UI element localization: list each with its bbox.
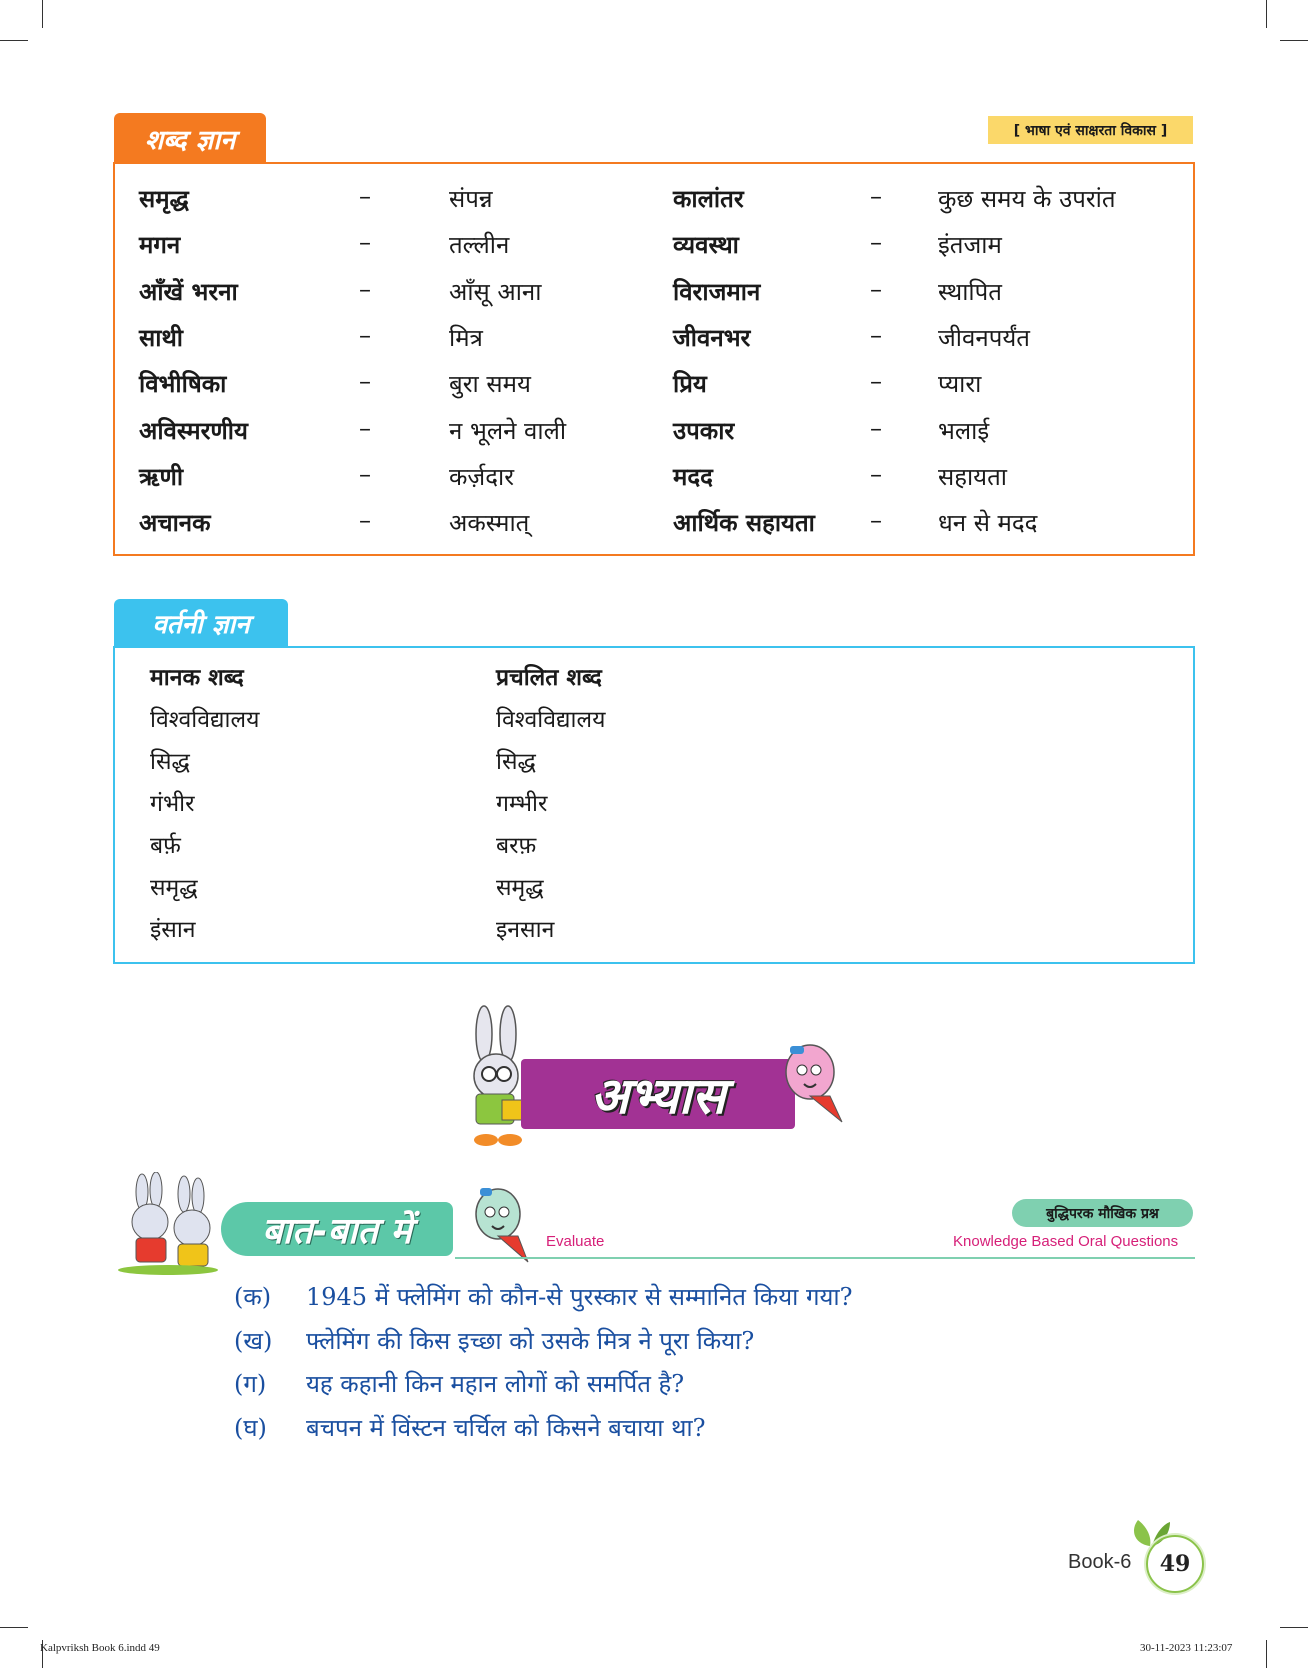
common-word: गम्भीर [496, 791, 548, 817]
vocab-row [115, 414, 1193, 450]
question-label: (क) [234, 1283, 272, 1311]
spelling-header-row [115, 660, 1193, 696]
vocab-meaning: न भूलने वाली [449, 417, 567, 445]
vocab-dash: – [359, 460, 371, 488]
vocab-row [115, 321, 1193, 357]
vocab-meaning: भलाई [938, 417, 990, 445]
vocab-meaning: कर्ज़दार [449, 463, 515, 491]
vocab-word: विभीषिका [139, 370, 227, 398]
vocab-dash: – [870, 506, 882, 534]
oral-questions-english-label: Knowledge Based Oral Questions [953, 1233, 1179, 1250]
literacy-badge: [ भाषा एवं साक्षरता विकास ] [988, 116, 1193, 144]
spelling-row [115, 744, 1193, 780]
vocab-dash: – [870, 367, 882, 395]
evaluate-label: Evaluate [546, 1233, 605, 1250]
question-label: (घ) [234, 1414, 267, 1442]
spelling-row [115, 828, 1193, 864]
vocab-meaning: कुछ समय के उपरांत [938, 185, 1116, 213]
baat-baat-banner [221, 1202, 453, 1256]
vartani-gyan-heading: वर्तनी ज्ञान [114, 599, 288, 646]
file-timestamp: 30-11-2023 11:23:07 [1140, 1642, 1233, 1654]
vocab-dash: – [359, 275, 371, 303]
crop-mark [42, 0, 43, 28]
vocab-word: विराजमान [673, 278, 761, 306]
vocab-word: अचानक [139, 509, 211, 537]
common-word: विश्वविद्यालय [496, 707, 606, 733]
vocab-meaning: प्यारा [938, 370, 982, 398]
vocab-row [115, 367, 1193, 403]
common-word: इनसान [496, 917, 555, 943]
vocab-dash: – [870, 414, 882, 442]
vocab-word: जीवनभर [673, 324, 751, 352]
question-text: बचपन में विंस्टन चर्चिल को किसने बचाया था? [306, 1414, 706, 1442]
standard-word: सिद्ध [150, 749, 190, 775]
spelling-box [113, 646, 1195, 964]
spelling-row [115, 912, 1193, 948]
crop-mark [1266, 1640, 1267, 1668]
question-text: फ्लेमिंग की किस इच्छा को उसके मित्र ने पूरा किया? [306, 1327, 755, 1355]
vocab-word: अविस्मरणीय [139, 417, 248, 445]
file-info: Kalpvriksh Book 6.indd 49 [40, 1642, 160, 1654]
page-number-badge [1146, 1535, 1204, 1593]
page-number: 49 [1159, 1551, 1191, 1577]
vocab-dash: – [359, 321, 371, 349]
spelling-row [115, 702, 1193, 738]
question-text: यह कहानी किन महान लोगों को समर्पित है? [306, 1370, 685, 1398]
shabd-gyan-heading: शब्द ज्ञान [114, 113, 266, 163]
question-text: 1945 में फ्लेमिंग को कौन-से पुरस्कार से सम्मानित किया गया? [306, 1283, 853, 1311]
common-word: समृद्ध [496, 875, 544, 901]
question-label: (ग) [234, 1370, 267, 1398]
rabbits-illustration [112, 1172, 224, 1276]
vocab-meaning: बुरा समय [449, 370, 531, 398]
vocab-meaning: स्थापित [938, 278, 1002, 306]
vocab-word: प्रिय [673, 370, 707, 398]
book-label: Book-6 [1068, 1551, 1132, 1573]
crop-mark [0, 1627, 28, 1628]
pencil-mascot-icon [470, 1184, 536, 1264]
vocab-meaning: अकस्मात् [449, 509, 530, 537]
vocabulary-box [113, 162, 1195, 556]
standard-word: गंभीर [150, 791, 195, 817]
standard-word: बर्फ़ [150, 833, 181, 859]
vocab-meaning: जीवनपर्यंत [938, 324, 1030, 352]
vocab-dash: – [359, 414, 371, 442]
vocab-meaning: इंतजाम [938, 231, 1002, 259]
vocab-word: ऋणी [139, 463, 184, 491]
vocab-meaning: मित्र [449, 324, 483, 352]
crop-mark [1280, 40, 1308, 41]
vocab-row [115, 275, 1193, 311]
vocab-meaning: आँसू आना [449, 278, 542, 306]
vocab-row [115, 460, 1193, 496]
vocab-dash: – [359, 182, 371, 210]
crop-mark [0, 40, 28, 41]
vocab-dash: – [359, 506, 371, 534]
column-header-standard: मानक शब्द [150, 665, 244, 691]
vocab-dash: – [870, 321, 882, 349]
vocab-dash: – [870, 182, 882, 210]
vocab-word: साथी [139, 324, 183, 352]
spelling-row [115, 786, 1193, 822]
vocab-dash: – [870, 228, 882, 256]
standard-word: इंसान [150, 917, 196, 943]
vocab-word: कालांतर [673, 185, 744, 213]
vocab-dash: – [870, 275, 882, 303]
column-header-common: प्रचलित शब्द [496, 665, 602, 691]
vocab-row [115, 228, 1193, 264]
vocab-word: मगन [139, 231, 181, 259]
vocab-word: उपकार [673, 417, 735, 445]
vocab-meaning: धन से मदद [938, 509, 1038, 537]
abhyas-title: अभ्यास [590, 1067, 726, 1125]
vocab-word: आँखें भरना [139, 278, 238, 306]
vocab-row [115, 506, 1193, 542]
vocab-dash: – [870, 460, 882, 488]
vocab-word: मदद [673, 463, 713, 491]
pencil-mascot-icon [780, 1040, 850, 1124]
vocab-dash: – [359, 228, 371, 256]
question-label: (ख) [234, 1327, 273, 1355]
abhyas-banner [521, 1059, 795, 1129]
oral-questions-badge: बुद्धिपरक मौखिक प्रश्न [1012, 1199, 1193, 1227]
vocab-word: आर्थिक सहायता [673, 509, 815, 537]
vocab-meaning: तल्लीन [449, 231, 510, 259]
vocab-meaning: संपन्न [449, 185, 493, 213]
vocab-word: व्यवस्था [673, 231, 739, 259]
vocab-word: समृद्ध [139, 185, 189, 213]
baat-baat-title: बात-बात में [262, 1210, 412, 1252]
common-word: बरफ़ [496, 833, 537, 859]
standard-word: समृद्ध [150, 875, 198, 901]
crop-mark [1280, 1627, 1308, 1628]
vocab-dash: – [359, 367, 371, 395]
section-divider [455, 1257, 1195, 1259]
common-word: सिद्ध [496, 749, 536, 775]
spelling-row [115, 870, 1193, 906]
vocab-meaning: सहायता [938, 463, 1007, 491]
crop-mark [1266, 0, 1267, 28]
standard-word: विश्वविद्यालय [150, 707, 260, 733]
vocab-row [115, 182, 1193, 218]
